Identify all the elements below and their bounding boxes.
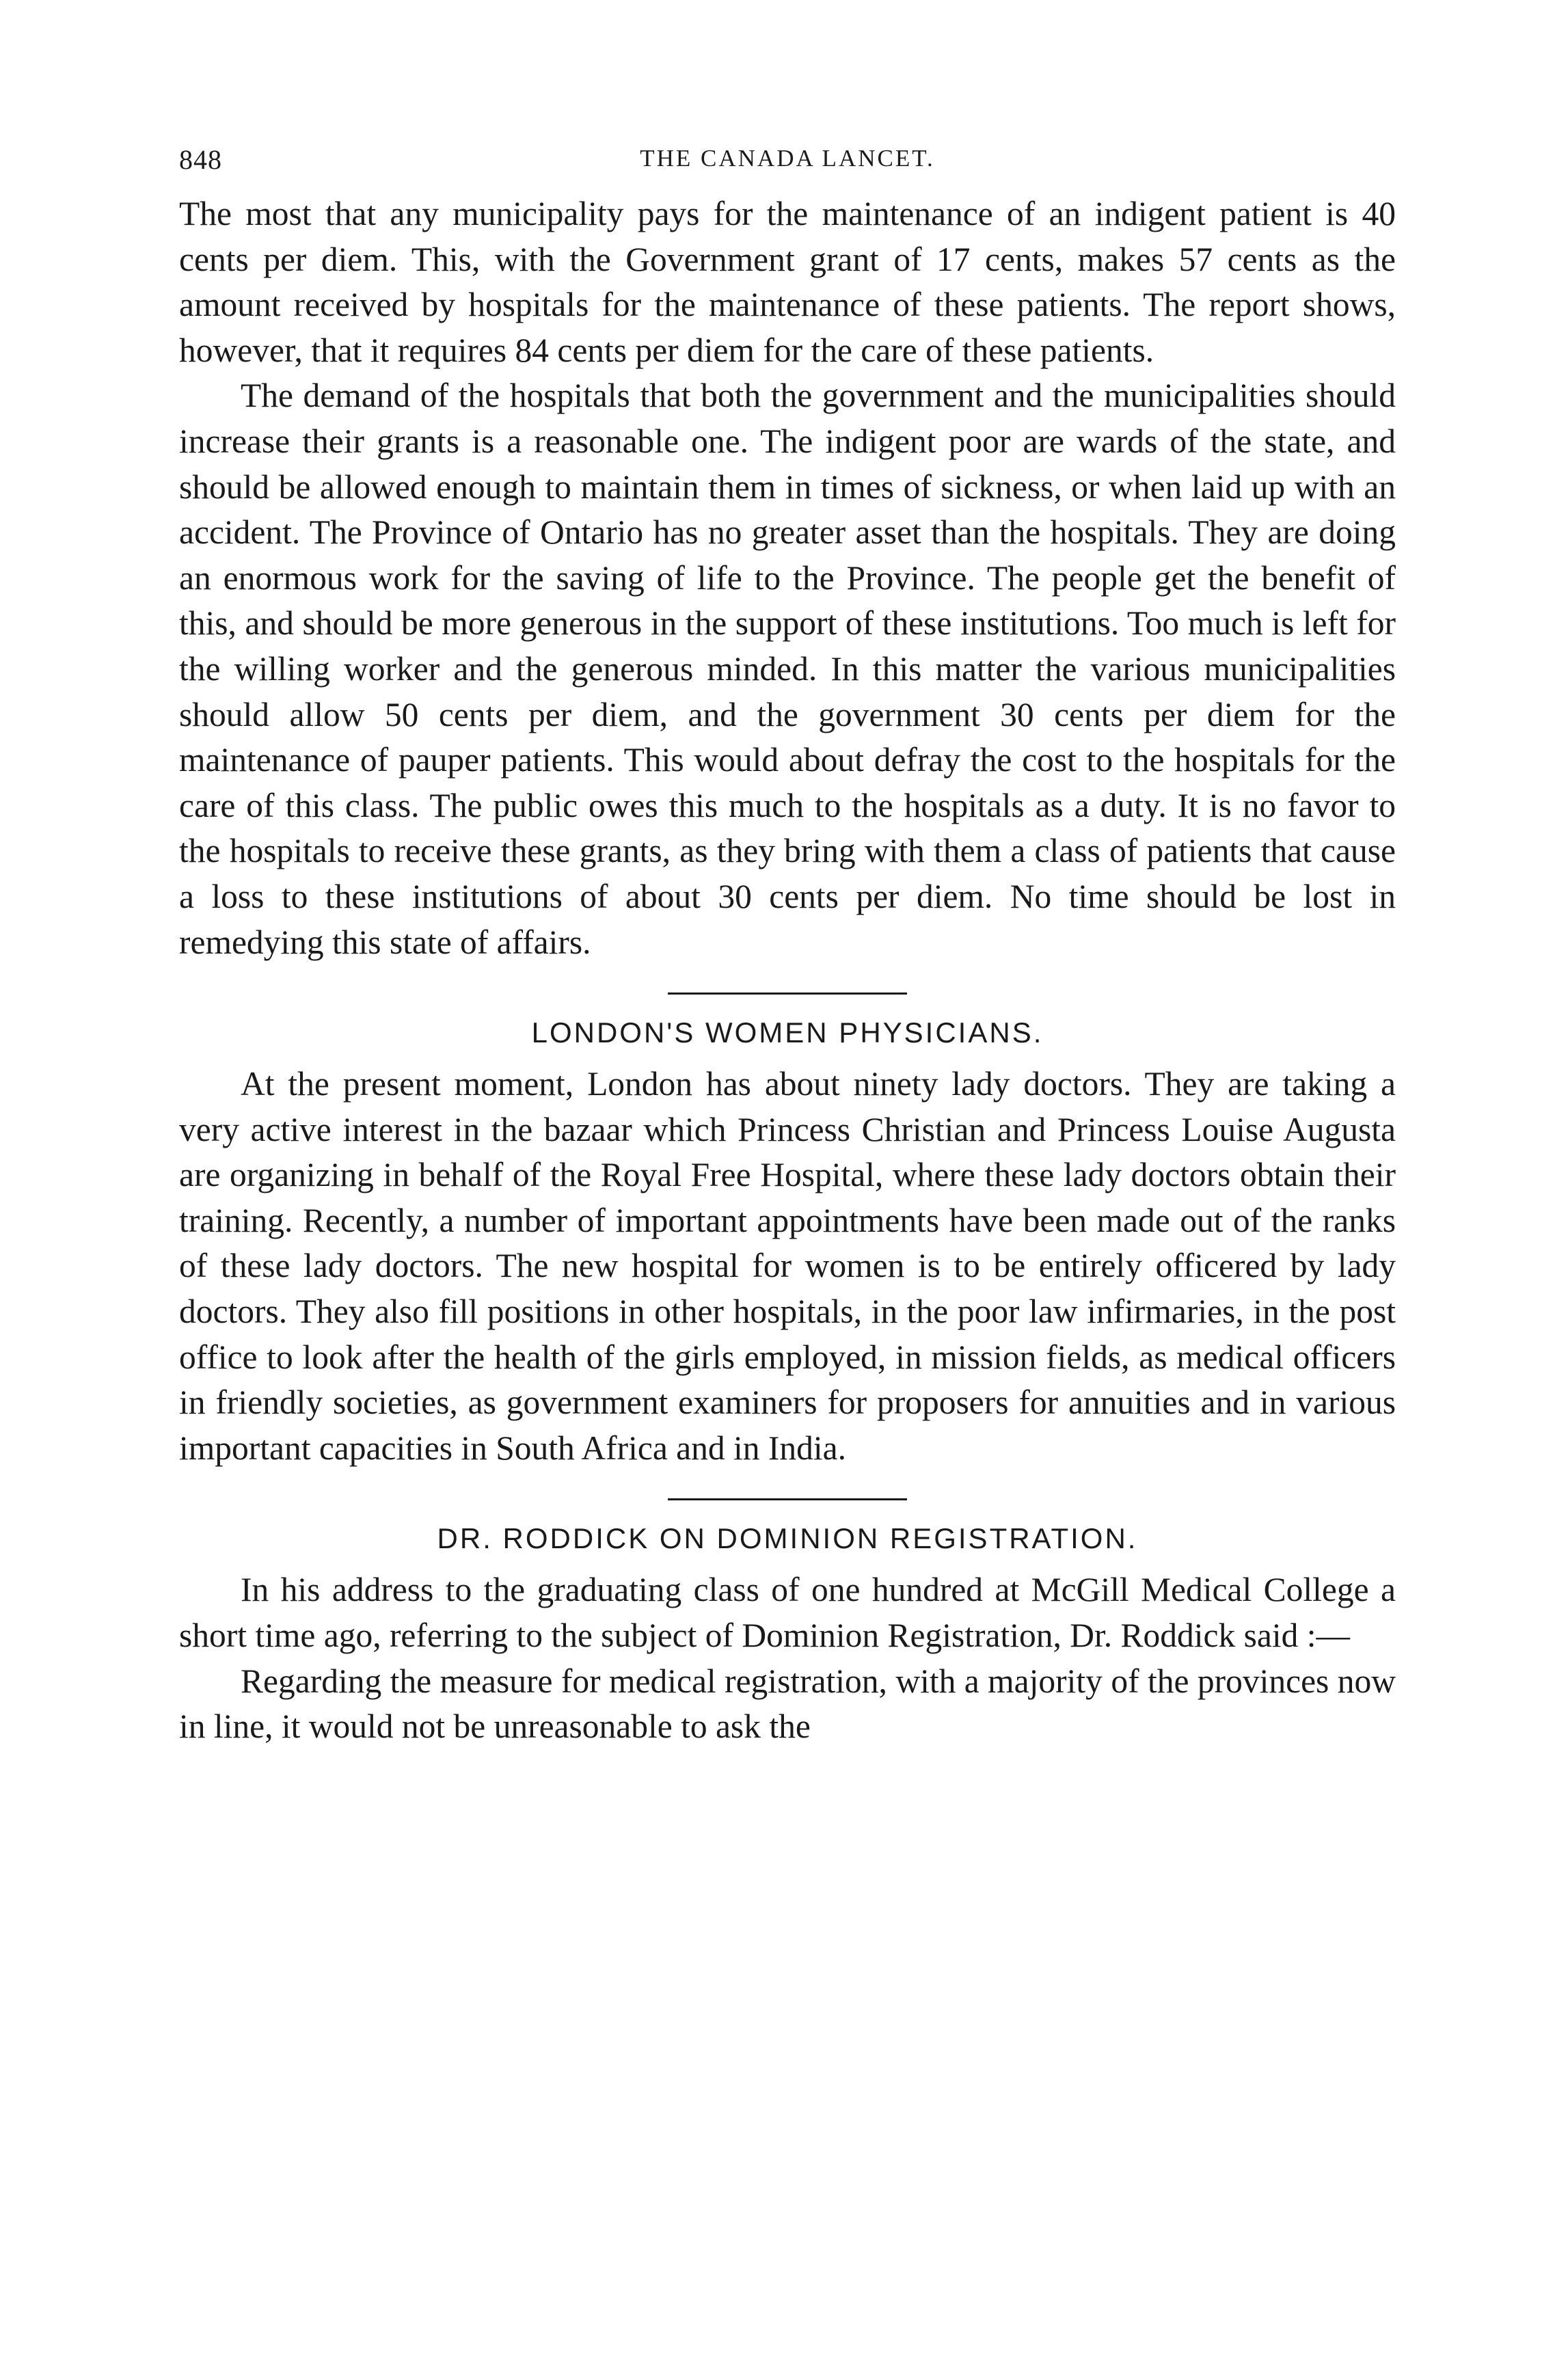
body-paragraph: The most that any municipality pays for the maintenance of an indigent patient is 40 cents per diem. This, with the Government grant of 17 cents, makes 57 cents as the amount received by hospitals for the maintenance of these patients. The report shows, however, that it requires 84 cents per diem for the care of these patients. [179, 195, 1396, 369]
body-paragraph: The demand of the hospitals that both the government and the municipalities should increase their grants is a reasonable one. The indigent poor are wards of the state, and should be allowed enough to maintain them in times of sickness, or when laid up with an accident. The Province of Ontario has no greater asset than the hospitals. They are doing an enormous work for the saving of life to the Province. The people get the benefit of this, and should be more generous in the support of these institutions. Too much is left for the willing worker and the generous minded. In this matter the various municipalities should allow 50 cents per diem, and the government 30 cents per diem for the maintenance of pauper patients. This would about defray the cost to the hospitals for the care of this class. The public owes this much to the hospitals as a duty. It is no favor to the hospitals to receive these grants, as they bring with them a class of patients that cause a loss to these institutions of about 30 cents per diem. No time should be lost in remedying this state of affairs. [179, 377, 1396, 961]
section-divider [668, 1498, 907, 1500]
body-paragraph: At the present moment, London has about ninety lady doctors. They are taking a very active interest in the bazaar which Princess Christian and Princess Louise Augusta are organizing in behalf of the Royal Free Hospital, where these lady doctors obtain their training. Recently, a number of important appointments have been made out of the ranks of these lady doctors. The new hospital for women is to be entirely officered by lady doctors. They also fill positions in other hospitals, in the poor law infirmaries, in the post office to look after the health of the girls employed, in mission fields, as medical officers in friendly societies, as government examiners for proposers for annuities and in various important capacities in South Africa and in India. [179, 1065, 1396, 1467]
body-paragraph: Regarding the measure for medical registration, with a majority of the provinces now in line, it would not be unreasonable to ask the [179, 1662, 1396, 1746]
journal-page [179, 144, 1396, 1750]
body-paragraph: In his address to the graduating class of one hundred at McGill Medical College a short time ago, referring to the subject of Dominion Registration, Dr. Roddick said :— [179, 1571, 1396, 1655]
section-divider [668, 993, 907, 995]
page-number: 848 [179, 144, 222, 175]
running-head [179, 144, 1396, 191]
section-heading-dominion-registration: DR. RODDICK ON DOMINION REGISTRATION. [437, 1522, 1138, 1555]
journal-title: THE CANADA LANCET. [640, 145, 935, 172]
section-heading-london-women-physicians: LONDON'S WOMEN PHYSICIANS. [531, 1016, 1044, 1049]
